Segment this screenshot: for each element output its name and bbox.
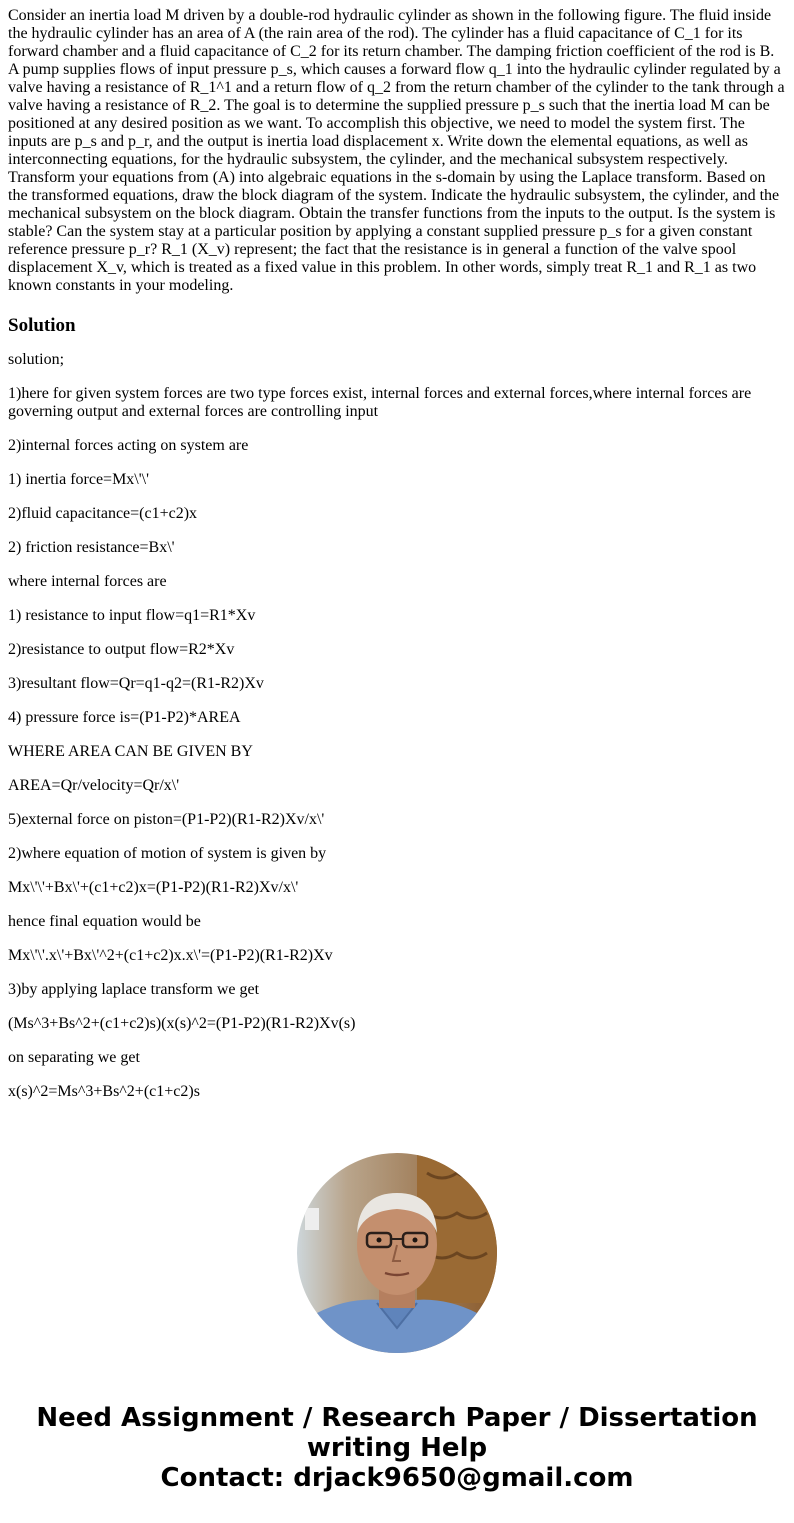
solution-line: 3)resultant flow=Qr=q1-q2=(R1-R2)Xv bbox=[8, 675, 264, 692]
solution-line: 1) resistance to input flow=q1=R1*Xv bbox=[8, 607, 256, 624]
solution-line: AREA=Qr/velocity=Qr/x\' bbox=[8, 777, 180, 794]
solution-line: hence final equation would be bbox=[8, 913, 201, 930]
document-page bbox=[8, 7, 786, 1117]
solution-body bbox=[8, 351, 786, 1101]
solution-line: 2)where equation of motion of system is given by bbox=[8, 845, 327, 862]
solution-line: 4) pressure force is=(P1-P2)*AREA bbox=[8, 709, 241, 726]
banner-line-1: Need Assignment / Research Paper / Dissertation bbox=[36, 1403, 758, 1433]
solution-line: WHERE AREA CAN BE GIVEN BY bbox=[8, 743, 253, 760]
question-text: Consider an inertia load M driven by a double-rod hydraulic cylinder as shown in the following figure. The fluid inside the hydraulic cylinder has an area of A (the rain area of the rod). The cylinder has a fluid capacitance of C_1 for its forward chamber and a fluid capacitance of C_2 for its return chamber. The damping friction coefficient of the rod is B. A pump supplies flows of input pressure p_s, which causes a forward flow q_1 into the hydraulic cylinder regulated by a valve having a resistance of R_1^1 and a return flow of q_2 from the return chamber of the cylinder to the tank through a valve having a resistance of R_2. The goal is to determine the supplied pressure p_s such that the inertia load M can be positioned at any desired position as we want. To accomplish this objective, we need to model the system first. The inputs are p_s and p_r, and the output is inertia load displacement x. Write down the elemental equations, as well as interconnecting equations, for the hydraulic subsystem, the cylinder, and the mechanical subsystem respectively. Transform your equations from (A) into algebraic equations in the s-domain by using the Laplace transform. Based on the transformed equations, draw the block diagram of the system. Indicate the hydraulic subsystem, the cylinder, and the mechanical subsystem on the block diagram. Obtain the transfer functions from the inputs to the output. Is the system is stable? Can the system stay at a particular position by applying a constant supplied pressure p_s for a given constant reference pressure p_r? R_1 (X_v) represent; the fact that the resistance is in general a function of the valve spool displacement X_v, which is treated as a fixed value in this problem. In other words, simply treat R_1 and R_1 as two known constants in your modeling. bbox=[8, 7, 785, 294]
solution-line: Mx\'\'+Bx\'+(c1+c2)x=(P1-P2)(R1-R2)Xv/x\' bbox=[8, 879, 299, 896]
solution-line: on separating we get bbox=[8, 1049, 140, 1066]
solution-line: x(s)^2=Ms^3+Bs^2+(c1+c2)s bbox=[8, 1083, 200, 1100]
solution-line: 2)internal forces acting on system are bbox=[8, 437, 249, 454]
solution-line: (Ms^3+Bs^2+(c1+c2)s)(x(s)^2=(P1-P2)(R1-R2)Xv(s) bbox=[8, 1015, 356, 1032]
solution-line: 2) friction resistance=Bx\' bbox=[8, 539, 175, 556]
solution-heading: Solution bbox=[8, 315, 76, 336]
avatar bbox=[297, 1153, 497, 1353]
solution-line: solution; bbox=[8, 351, 65, 368]
solution-line: Mx\'\'.x\'+Bx\'^2+(c1+c2)x.x\'=(P1-P2)(R1-R2)Xv bbox=[8, 947, 333, 964]
solution-line: 2)fluid capacitance=(c1+c2)x bbox=[8, 505, 198, 522]
avatar-portrait-image bbox=[297, 1153, 497, 1353]
solution-line: 1) inertia force=Mx\'\' bbox=[8, 471, 149, 488]
banner-line-2: writing Help bbox=[306, 1433, 488, 1463]
solution-line: where internal forces are bbox=[8, 573, 167, 590]
assignment-help-banner bbox=[0, 1403, 794, 1493]
solution-line: 2)resistance to output flow=R2*Xv bbox=[8, 641, 235, 658]
banner-contact-line: Contact: drjack9650@gmail.com bbox=[160, 1463, 634, 1493]
solution-line: 3)by applying laplace transform we get bbox=[8, 981, 260, 998]
solution-line: 5)external force on piston=(P1-P2)(R1-R2)Xv/x\' bbox=[8, 811, 325, 828]
solution-line: 1)here for given system forces are two type forces exist, internal forces and external forces,where internal forces are governing output and external forces are controlling input bbox=[8, 385, 752, 420]
